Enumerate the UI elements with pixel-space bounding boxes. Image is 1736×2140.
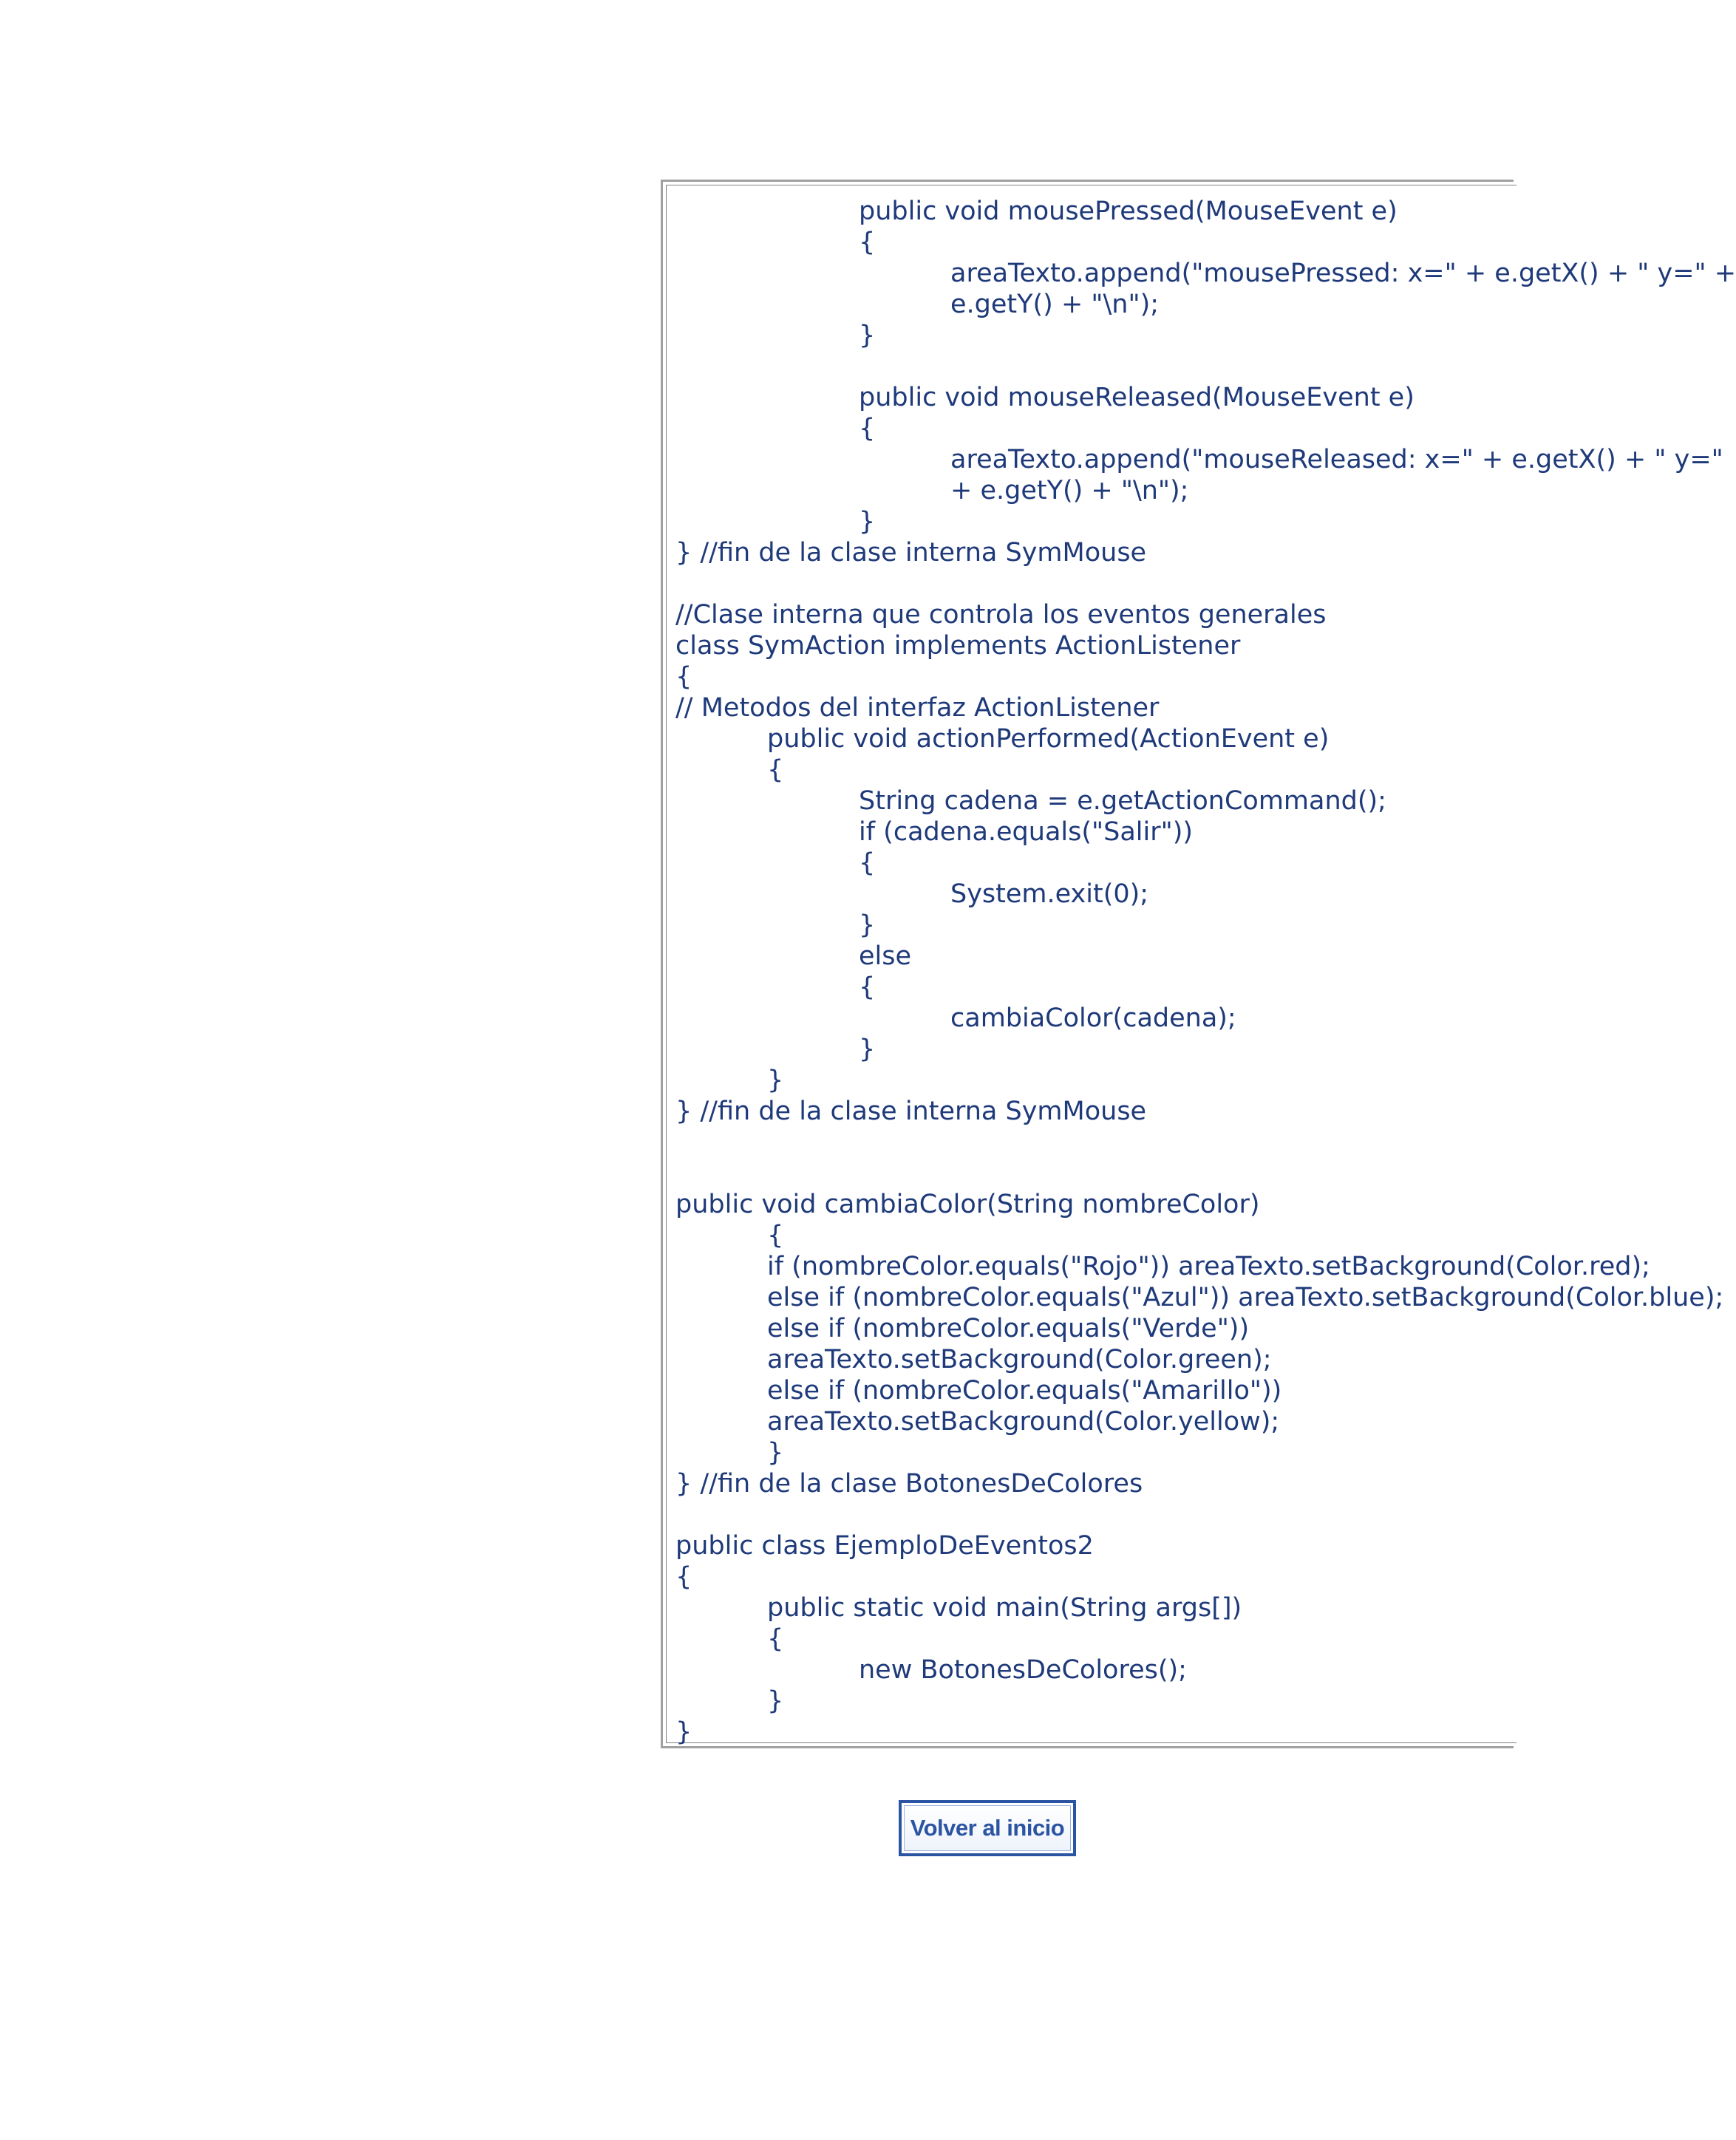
back-to-start-label: Volver al inicio [904,1805,1071,1851]
code-line: } [767,1066,784,1095]
code-line: { [675,662,692,692]
code-listing [666,185,1736,1747]
code-line: { [859,414,876,443]
code-line: public static void main(String args[]) [767,1593,1242,1623]
code-line: } [859,321,876,350]
code-line: else if (nombreColor.equals("Azul")) areaTexto.setBackground(Color.blue); [767,1283,1724,1312]
code-line: } //fin de la clase BotonesDeColores [675,1469,1143,1499]
code-line: { [859,848,876,878]
code-line: areaTexto.append("mousePressed: x=" + e.getX() + " y=" + [950,259,1736,288]
code-line: } //fin de la clase interna SymMouse [675,1097,1147,1126]
code-line: { [767,755,784,785]
code-line: } [675,1717,692,1747]
code-line: public void mousePressed(MouseEvent e) [859,197,1398,226]
back-to-start-button[interactable] [899,1800,1076,1856]
code-line: if (nombreColor.equals("Rojo")) areaTexto.setBackground(Color.red); [767,1252,1650,1281]
code-line: { [767,1221,784,1250]
code-line: areaTexto.append("mouseReleased: x=" + e.getX() + " y=" [950,445,1723,474]
code-line: } //fin de la clase interna SymMouse [675,538,1147,568]
code-line: if (cadena.equals("Salir")) [859,817,1194,847]
code-line: public void mouseReleased(MouseEvent e) [859,383,1415,412]
code-listing-frame [661,180,1736,1748]
code-line: else if (nombreColor.equals("Amarillo")) [767,1376,1282,1405]
code-line: String cadena = e.getActionCommand(); [859,786,1386,816]
code-line: //Clase interna que controla los eventos generales [675,600,1327,630]
code-line: // Metodos del interfaz ActionListener [675,693,1160,723]
code-line: { [675,1562,692,1592]
code-line: areaTexto.setBackground(Color.yellow); [767,1407,1280,1437]
code-line: public class EjemploDeEventos2 [675,1531,1094,1561]
code-line: { [859,972,876,1002]
code-line: } [859,507,876,536]
code-line: areaTexto.setBackground(Color.green); [767,1345,1272,1374]
code-line: public void cambiaColor(String nombreColor) [675,1190,1260,1219]
code-line: + e.getY() + "\n"); [950,476,1189,505]
code-line: else [859,941,912,971]
code-line: cambiaColor(cadena); [950,1003,1236,1033]
code-line: new BotonesDeColores(); [859,1655,1187,1685]
code-line: { [767,1624,784,1654]
code-line: } [767,1438,784,1468]
code-line: { [859,228,876,257]
code-line: public void actionPerformed(ActionEvent e) [767,724,1330,754]
code-line: System.exit(0); [950,879,1149,909]
code-line: else if (nombreColor.equals("Verde")) [767,1314,1250,1343]
code-line: e.getY() + "\n"); [950,290,1160,319]
code-line: class SymAction implements ActionListener [675,631,1241,661]
code-line: } [767,1686,784,1716]
code-line: } [859,1035,876,1064]
code-line: } [859,910,876,940]
